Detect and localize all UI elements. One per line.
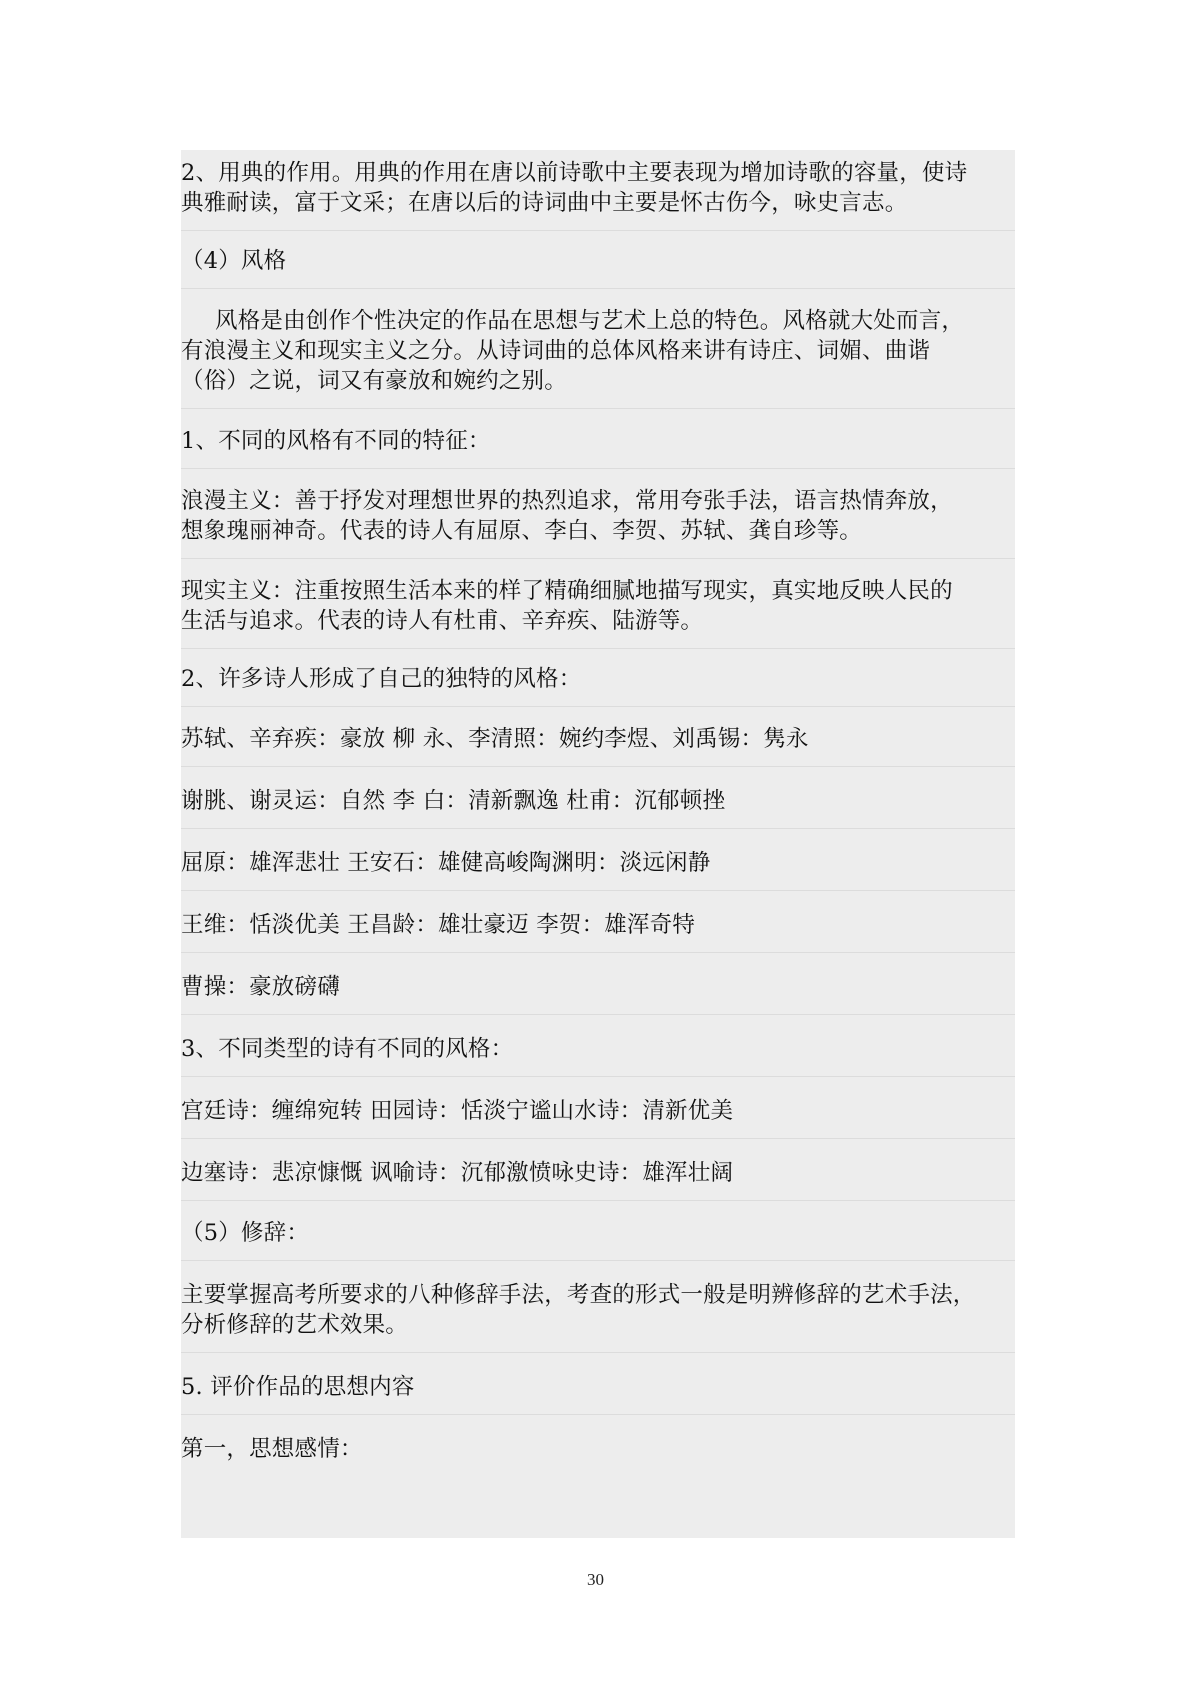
text-line: 现实主义：注重按照生活本来的样了精确细腻地描写现实，真实地反映人民的 bbox=[181, 578, 953, 604]
text-line: 有浪漫主义和现实主义之分。从诗词曲的总体风格来讲有诗庄、词媚、曲谐 bbox=[181, 338, 931, 364]
text-line: 分析修辞的艺术效果。 bbox=[181, 1312, 409, 1338]
text-line: 2、用典的作用。用典的作用在唐以前诗歌中主要表现为增加诗歌的容量，使诗 bbox=[181, 160, 968, 186]
text-line: 曹操：豪放磅礴 bbox=[181, 974, 340, 1000]
text-line: 苏轼、辛弃疾：豪放 柳 永、李清照：婉约李煜、刘禹锡：隽永 bbox=[181, 726, 809, 752]
divider bbox=[181, 1076, 1015, 1077]
subheading: 第一，思想感情： bbox=[181, 1436, 363, 1462]
subheading: 2、许多诗人形成了自己的独特的风格： bbox=[181, 666, 582, 692]
text-line: 宫廷诗：缠绵宛转 田园诗：恬淡宁谧山水诗：清新优美 bbox=[181, 1098, 734, 1124]
divider bbox=[181, 468, 1015, 469]
divider bbox=[181, 288, 1015, 289]
text-line: 典雅耐读，富于文采；在唐以后的诗词曲中主要是怀古伤今，咏史言志。 bbox=[181, 190, 908, 216]
document-body bbox=[181, 150, 1015, 1538]
divider bbox=[181, 1352, 1015, 1353]
divider bbox=[181, 408, 1015, 409]
text-line: 谢朓、谢灵运：自然 李 白：清新飘逸 杜甫：沉郁顿挫 bbox=[181, 788, 726, 814]
section-heading: （5）修辞： bbox=[181, 1220, 310, 1246]
subheading: 3、不同类型的诗有不同的风格： bbox=[181, 1036, 514, 1062]
divider bbox=[181, 230, 1015, 231]
divider bbox=[181, 1260, 1015, 1261]
text-line: 主要掌握高考所要求的八种修辞手法，考查的形式一般是明辨修辞的艺术手法， bbox=[181, 1282, 976, 1308]
section-heading: （4）风格 bbox=[181, 248, 287, 274]
divider bbox=[181, 1414, 1015, 1415]
text-line: 屈原：雄浑悲壮 王安石：雄健高峻陶渊明：淡远闲静 bbox=[181, 850, 711, 876]
text-line: 想象瑰丽神奇。代表的诗人有屈原、李白、李贺、苏轼、龚自珍等。 bbox=[181, 518, 863, 544]
text-line: 浪漫主义：善于抒发对理想世界的热烈追求，常用夸张手法，语言热情奔放， bbox=[181, 488, 953, 514]
divider bbox=[181, 1138, 1015, 1139]
text-line: （俗）之说，词又有豪放和婉约之别。 bbox=[181, 368, 567, 394]
divider bbox=[181, 648, 1015, 649]
text-line: 风格是由创作个性决定的作品在思想与艺术上总的特色。风格就大处而言， bbox=[215, 308, 965, 334]
text-line: 王维：恬淡优美 王昌龄：雄壮豪迈 李贺：雄浑奇特 bbox=[181, 912, 696, 938]
subheading: 1、不同的风格有不同的特征： bbox=[181, 428, 491, 454]
divider bbox=[181, 828, 1015, 829]
divider bbox=[181, 890, 1015, 891]
divider bbox=[181, 558, 1015, 559]
section-heading: 5. 评价作品的思想内容 bbox=[181, 1374, 415, 1400]
text-line: 边塞诗：悲凉慷慨 讽喻诗：沉郁激愤咏史诗：雄浑壮阔 bbox=[181, 1160, 734, 1186]
divider bbox=[181, 1014, 1015, 1015]
text-line: 生活与追求。代表的诗人有杜甫、辛弃疾、陆游等。 bbox=[181, 608, 704, 634]
divider bbox=[181, 766, 1015, 767]
page-number: 30 bbox=[587, 1570, 604, 1589]
divider bbox=[181, 706, 1015, 707]
divider bbox=[181, 1200, 1015, 1201]
divider bbox=[181, 952, 1015, 953]
